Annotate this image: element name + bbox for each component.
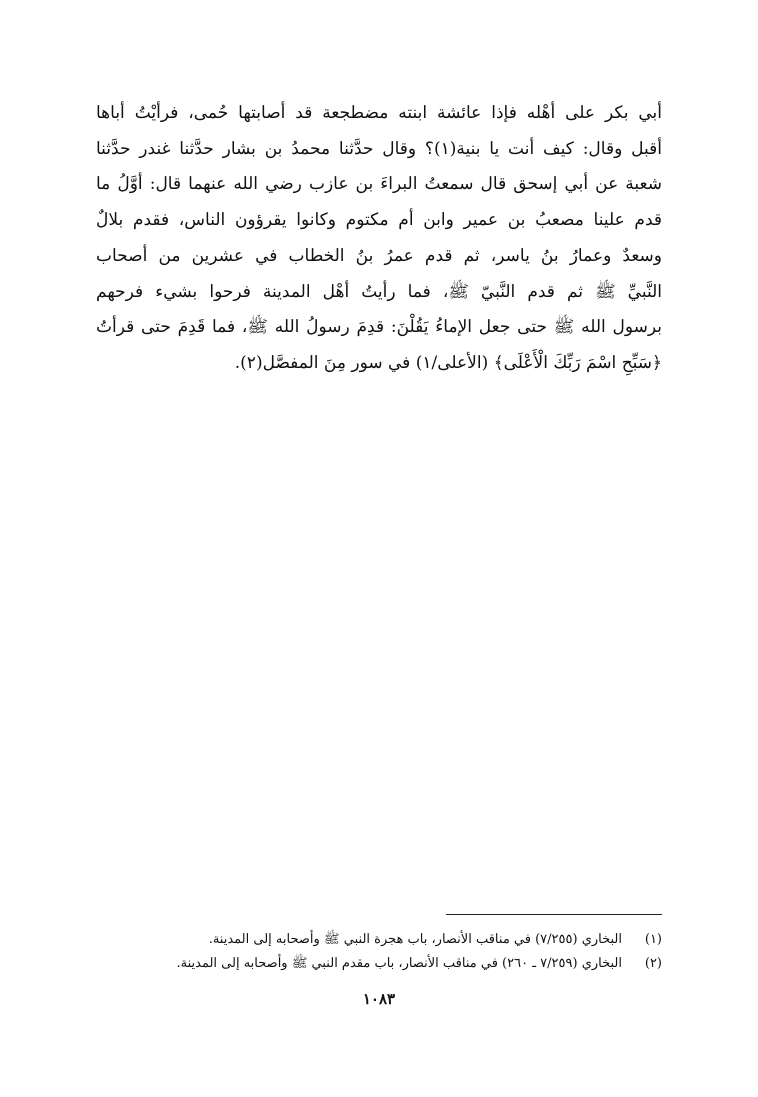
text-line: شعبة عن أبي إسحق قال سمعتُ البراءَ بن عازب رضي الله عنهما قال: أوَّلُ ما	[96, 174, 662, 195]
footnote-item	[96, 928, 662, 952]
footnotes	[96, 928, 662, 976]
footnote-number: (٢)	[644, 956, 662, 971]
text-line: قدم علينا مصعبُ بن عمير وابن أم مكتوم وكانوا يقرؤون الناس، فقدم بلالٌ	[96, 210, 662, 231]
footnote-item	[96, 952, 662, 976]
text-line: أقبل وقال: كيف أنت يا بنية(١)؟ وقال حدَّثنا محمدُ بن بشار حدَّثنا غندر حدَّثنا	[96, 138, 662, 159]
footnote-number: (١)	[644, 932, 662, 947]
footnote-text: البخاري (٧/٢٥٥) في مناقب الأنصار، باب هجرة النبي ﷺ وأصحابه إلى المدينة.	[208, 932, 622, 947]
footnote-separator	[446, 914, 662, 915]
footnote-text: البخاري (٧/٢٥٩ ـ ٢٦٠) في مناقب الأنصار، باب مقدم النبي ﷺ وأصحابه إلى المدينة.	[176, 956, 622, 971]
text-line: أبي بكر على أهْله فإذا عائشة ابنته مضطجعة قد أصابتها حُمى، فرأيْتُ أباها	[96, 103, 662, 123]
page-number: ١٠٨٣	[362, 990, 396, 1008]
main-text-block	[96, 96, 662, 382]
text-line: برسول الله ﷺ حتى جعل الإماءُ يَقُلْنَ: قدِمَ رسولُ الله ﷺ، فما قَدِمَ حتى قرأتُ	[96, 317, 662, 338]
text-line: النَّبيِّ ﷺ ثم قدم النَّبيّ ﷺ، فما رأيتُ أهْل المدينة فرحوا بشيء فرحهم	[96, 281, 662, 302]
text-line: ﴿سَبِّحِ اسْمَ رَبِّكَ الْأَعْلَى﴾ (الأعلى/١) في سور مِنَ المفصَّل(٢).	[234, 352, 662, 373]
text-line: وسعدٌ وعمارُ بنُ ياسر، ثم قدم عمرُ بنُ الخطاب في عشرين من أصحاب	[96, 245, 662, 266]
